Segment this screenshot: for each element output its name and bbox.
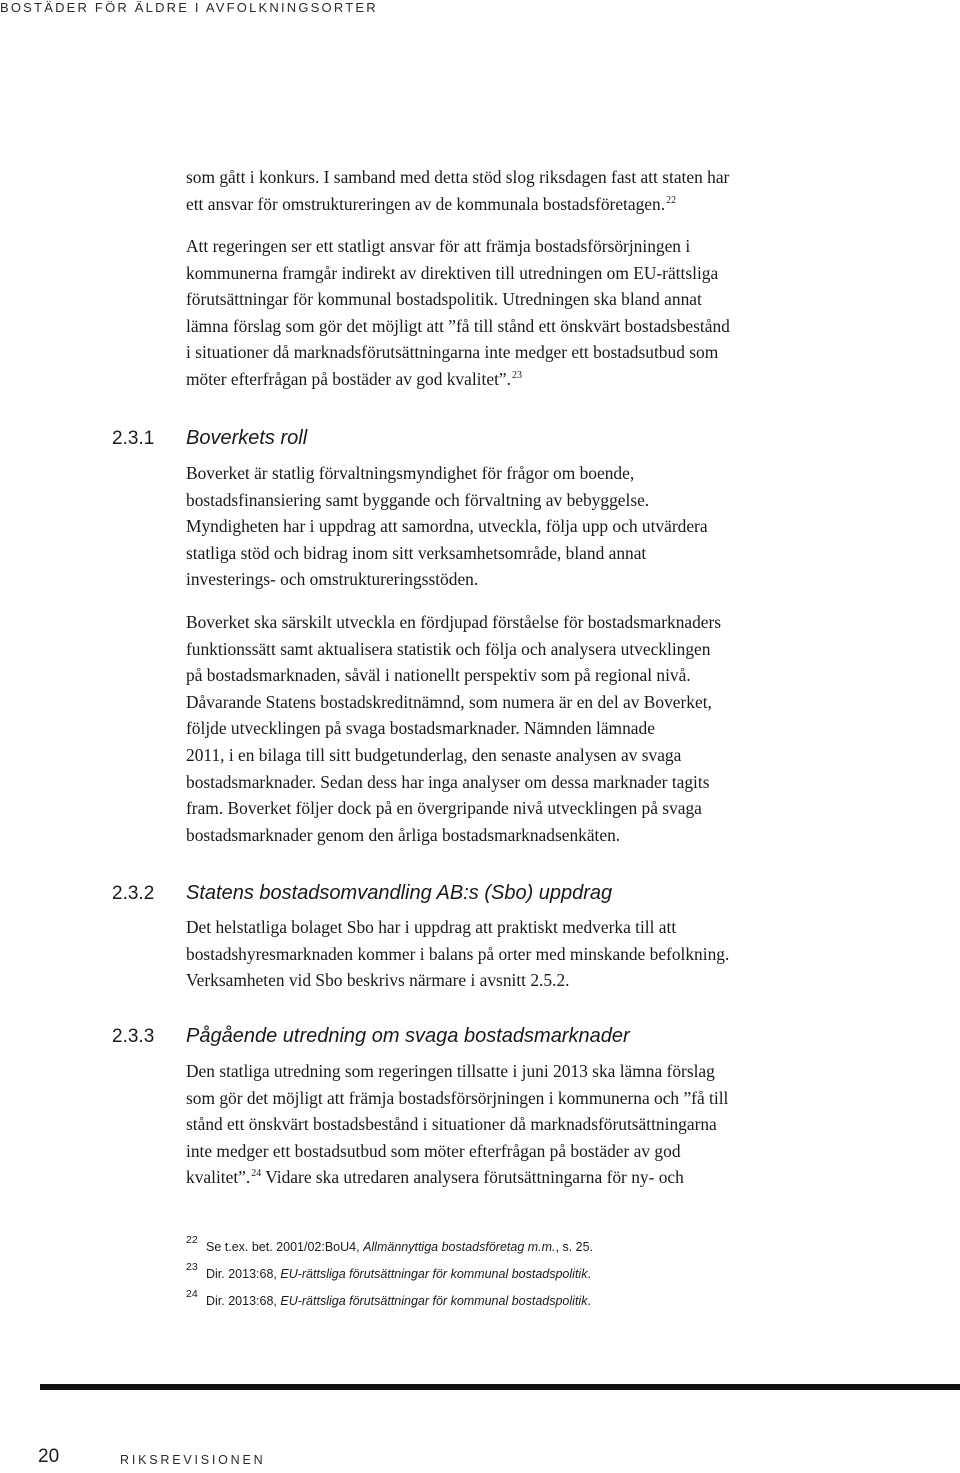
page-number: 20 xyxy=(38,1446,60,1467)
text-line: bostadsmarknader. Sedan dess har inga analyser om dessa marknader tagits xyxy=(186,771,710,792)
footer-rule xyxy=(40,1384,960,1390)
footnote-ref: 24 xyxy=(251,1168,262,1180)
text-line-content: Vidare ska utredaren analysera förutsättningarna för ny- och xyxy=(261,1167,684,1188)
text-line: följde utvecklingen på svaga bostadsmarknader. Nämnden lämnade xyxy=(186,718,655,739)
footnote-suffix: . xyxy=(587,1267,591,1281)
text-line: i situationer då marknadsförutsättningarna inte medger ett bostadsutbud som xyxy=(186,342,719,363)
section-number: 2.3.3 xyxy=(112,1026,155,1047)
text-line: Den statliga utredning som regeringen tillsatte i juni 2013 ska lämna förslag xyxy=(186,1061,715,1081)
section-paragraph xyxy=(186,460,836,593)
footnote-number: 24 xyxy=(186,1288,198,1300)
footnote-number: 23 xyxy=(186,1261,198,1273)
footnote-text xyxy=(206,1240,593,1254)
text-line: statliga stöd och bidrag inom sitt verksamhetsområde, bland annat xyxy=(186,542,647,563)
text-line: som gått i konkurs. I samband med detta stöd slog riksdagen fast att staten har xyxy=(186,167,730,187)
footnote-title: EU-rättsliga förutsättningar för kommunal bostadspolitik xyxy=(280,1267,588,1281)
footnote-title: EU-rättsliga förutsättningar för kommunal bostadspolitik xyxy=(280,1294,588,1308)
text-line: Boverket ska särskilt utveckla en fördjupad förståelse för bostadsmarknaders xyxy=(186,612,722,632)
section-paragraph xyxy=(186,609,836,848)
text-line: Verksamheten vid Sbo beskrivs närmare i avsnitt 2.5.2. xyxy=(186,970,570,991)
section-paragraph xyxy=(186,1058,836,1191)
section-number: 2.3.2 xyxy=(112,883,155,904)
footnote-text xyxy=(206,1267,591,1281)
section-heading: Statens bostadsomvandling AB:s (Sbo) uppdrag xyxy=(186,882,613,904)
text-line-content: möter efterfrågan på bostäder av god kvalitet”. xyxy=(186,368,511,389)
text-line: 2011, i en bilaga till sitt budgetunderlag, den senaste analysen av svaga xyxy=(186,744,682,765)
text-line xyxy=(186,191,836,218)
text-line: Det helstatliga bolaget Sbo har i uppdrag att praktiskt medverka till att xyxy=(186,917,677,937)
text-line: bostadshyresmarknaden kommer i balans på orter med minskande befolkning. xyxy=(186,943,730,964)
running-header: BOSTÄDER FÖR ÄLDRE I AVFOLKNINGSORTER xyxy=(0,0,378,15)
section-heading: Pågående utredning om svaga bostadsmarknader xyxy=(186,1025,630,1047)
text-line: bostadsfinansiering samt byggande och förvaltning av bebyggelse. xyxy=(186,489,650,510)
text-line: fram. Boverket följer dock på en övergripande nivå utvecklingen på svaga xyxy=(186,798,702,819)
section-number: 2.3.1 xyxy=(112,428,155,449)
text-line: förutsättningar för kommunal bostadspolitik. Utredningen ska bland annat xyxy=(186,289,702,310)
text-line: på bostadsmarknaden, såväl i nationellt perspektiv som på regional nivå. xyxy=(186,665,691,686)
footnote-ref: 23 xyxy=(511,369,522,381)
publisher-name: RIKSREVISIONEN xyxy=(120,1453,266,1467)
footnote-suffix: . xyxy=(587,1294,591,1308)
text-line: inte medger ett bostadsutbud som möter efterfrågan på bostäder av god xyxy=(186,1140,681,1161)
footnote-text xyxy=(206,1294,591,1308)
text-line: funktionssätt samt aktualisera statistik och följa och analysera utvecklingen xyxy=(186,638,711,659)
text-line xyxy=(186,366,836,393)
text-line xyxy=(186,1164,836,1191)
footnote-number: 22 xyxy=(186,1234,198,1246)
text-line-content: ett ansvar för omstruktureringen av de kommunala bostadsföretagen. xyxy=(186,193,666,214)
text-line: som gör det möjligt att främja bostadsförsörjningen i kommunerna och ”få till xyxy=(186,1087,729,1108)
section-heading: Boverkets roll xyxy=(186,427,308,449)
text-line: kommunerna framgår indirekt av direktiven till utredningen om EU-rättsliga xyxy=(186,262,719,283)
footnote-prefix: Dir. 2013:68, xyxy=(206,1294,281,1308)
text-line: lämna förslag som gör det möjligt att ”få till stånd ett önskvärt bostadsbestånd xyxy=(186,315,730,336)
footnote-ref: 22 xyxy=(666,194,677,206)
text-line: stånd ett önskvärt bostadsbestånd i situationer då marknadsförutsättningarna xyxy=(186,1114,717,1135)
text-line: Boverket är statlig förvaltningsmyndighet för frågor om boende, xyxy=(186,463,635,483)
text-line: bostadsmarknader genom den årliga bostadsmarknadsenkäten. xyxy=(186,824,621,845)
text-line: Att regeringen ser ett statligt ansvar för att främja bostadsförsörjningen i xyxy=(186,236,691,256)
section-paragraph xyxy=(186,914,836,994)
intro-paragraph-1 xyxy=(186,164,836,217)
text-line: Myndigheten har i uppdrag att samordna, utveckla, följa upp och utvärdera xyxy=(186,516,708,537)
footnote-suffix: , s. 25. xyxy=(555,1240,594,1254)
text-line-content: kvalitet”. xyxy=(186,1167,251,1188)
intro-paragraph-2 xyxy=(186,233,836,393)
footnote-prefix: Se t.ex. bet. 2001/02:BoU4, xyxy=(206,1240,364,1254)
text-line: Dåvarande Statens bostadskreditnämnd, som numera är en del av Boverket, xyxy=(186,691,712,712)
footnote-title: Allmännyttiga bostadsföretag m.m. xyxy=(363,1240,556,1254)
footnote-prefix: Dir. 2013:68, xyxy=(206,1267,281,1281)
text-line: investerings- och omstruktureringsstöden. xyxy=(186,569,479,590)
